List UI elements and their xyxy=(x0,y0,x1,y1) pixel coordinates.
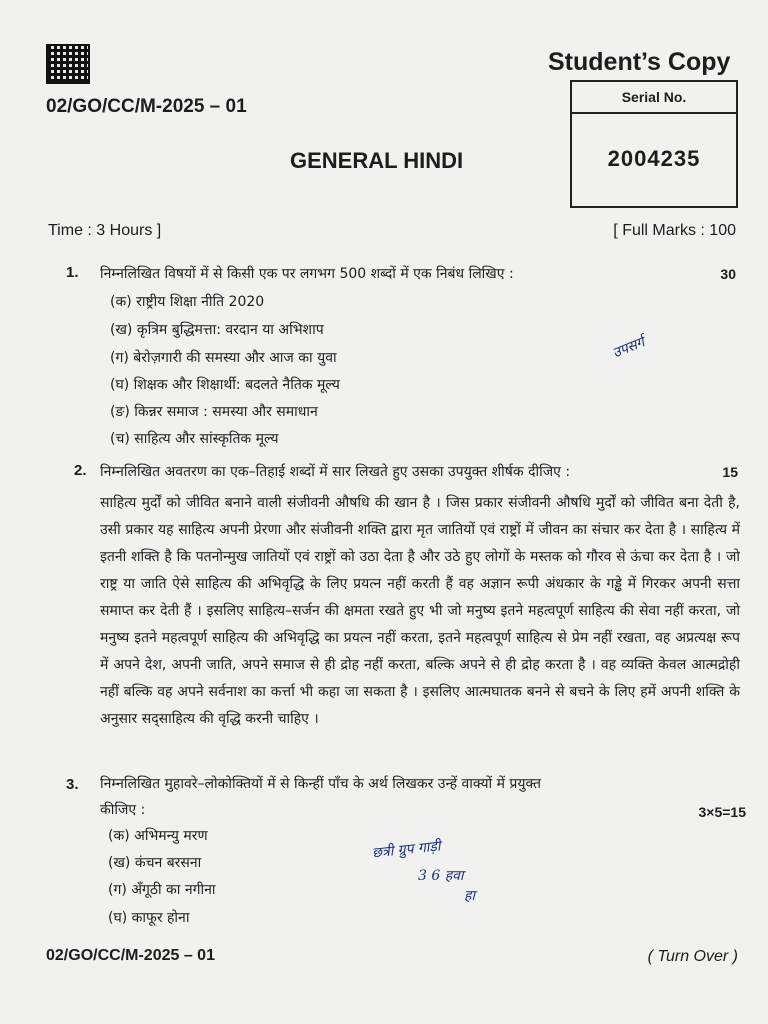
question-3-option: (ग) अँगूठी का नगीना xyxy=(108,882,216,898)
handwritten-note-q3-line2: 3 6 हवा xyxy=(418,868,464,884)
qr-code xyxy=(46,44,90,84)
students-copy-label: Student’s Copy xyxy=(548,48,731,76)
question-2-number: 2. xyxy=(74,462,87,479)
question-1-marks: 30 xyxy=(720,266,736,282)
serial-divider xyxy=(572,112,736,114)
question-3-option: (ख) कंचन बरसना xyxy=(108,855,202,871)
question-1-option: (ख) कृत्रिम बुद्धिमत्ता: वरदान या अभिशाप xyxy=(110,322,324,338)
question-1-number: 1. xyxy=(66,264,79,281)
handwritten-note-q3-line3: हा xyxy=(464,888,476,904)
footer-paper-code: 02/GO/CC/M-2025 – 01 xyxy=(46,947,215,964)
serial-number: 2004235 xyxy=(607,146,701,171)
serial-box xyxy=(570,80,738,208)
question-1-option: (घ) शिक्षक और शिक्षार्थी: बदलते नैतिक मूल्य xyxy=(110,377,340,393)
question-1-option: (ङ) किन्नर समाज : समस्या और समाधान xyxy=(110,404,318,420)
paper-code: 02/GO/CC/M-2025 – 01 xyxy=(46,96,247,117)
time-label: Time : 3 Hours ] xyxy=(48,222,162,239)
question-1-text: निम्नलिखित विषयों में से किसी एक पर लगभग 500 शब्दों में एक निबंध लिखिए : xyxy=(100,266,514,282)
question-3-text-line1: निम्नलिखित मुहावरे–लोकोक्तियों में से किन्हीं पाँच के अर्थ लिखकर उन्हें वाक्यों में प्रयुक्त xyxy=(100,776,542,792)
full-marks-label: [ Full Marks : 100 xyxy=(613,222,736,239)
question-3-option: (क) अभिमन्यु मरण xyxy=(108,828,208,844)
question-3-text-line2: कीजिए : xyxy=(100,802,146,818)
question-2-marks: 15 xyxy=(722,464,738,480)
turn-over-label: ( Turn Over ) xyxy=(647,948,738,965)
question-1-option: (ग) बेरोज़गारी की समस्या और आज का युवा xyxy=(110,350,337,366)
handwritten-note-q1: उपसर्ग xyxy=(610,334,647,362)
handwritten-note-q3-line1: छत्री ग्रुप गाड़ी xyxy=(371,838,442,862)
question-3-marks: 3×5=15 xyxy=(698,804,746,820)
question-3-option: (घ) काफूर होना xyxy=(108,910,190,926)
question-2-passage: साहित्य मुर्दों को जीवित बनाने वाली संजीवनी औषधि की खान है । जिस प्रकार संजीवनी औषधि मुर्दों को जीवित बना देती है, उसी प्रकार यह साहित्य अपनी प्रेरणा और संजीवनी शक्ति द्वारा मृत जातियों एवं राष्ट्रों में जीवन का संचार कर देता है । साहित्य में इतनी शक्ति है कि पतनोन्मुख जातियों एवं राष्ट्रों को उठा देता है और उठे हुए लोगों के मस्तक को गौरव से ऊंचा कर देता है । जो राष्ट्र या जाति ऐसे साहित्य की अभिवृद्धि के लिए प्रयत्न नहीं करती हैं वह अज्ञान रूपी अंधकार के गड्ढे में गिरकर अपनी सत्ता समाप्त कर देती हैं । इसलिए साहित्य–सर्जन की क्षमता रखते हुए भी जो मनुष्य इतने महत्वपूर्ण साहित्य की सेवा नहीं करता, जो मनुष्य इतने महत्वपूर्ण साहित्य की अभिवृद्धि का प्रयत्न नहीं करता, इतने महत्वपूर्ण साहित्य से प्रेम नहीं रखता, वह अप्रत्यक्ष रूप में अपने देश, अपनी जाति, अपने समाज से ही द्रोह नहीं करता, बल्कि अपने से ही द्रोह करता है । वह व्यक्ति केवल आत्मद्रोही नहीं बल्कि वह अपने सर्वनाश का कर्त्ता भी कहा जा सकता है । इसलिए आत्मघातक बनने से बचने के लिए हमें अपनी शक्ति के अनुसार सद्साहित्य की वृद्धि करनी चाहिए । xyxy=(100,495,740,727)
question-2-text: निम्नलिखित अवतरण का एक–तिहाई शब्दों में सार लिखते हुए उसका उपयुक्त शीर्षक दीजिए : xyxy=(100,464,571,480)
question-3-number: 3. xyxy=(66,776,79,793)
question-1-option: (क) राष्ट्रीय शिक्षा नीति 2020 xyxy=(110,294,265,310)
question-1-option: (च) साहित्य और सांस्कृतिक मूल्य xyxy=(110,431,279,447)
subject-title: GENERAL HINDI xyxy=(290,148,464,173)
serial-label: Serial No. xyxy=(621,89,687,105)
